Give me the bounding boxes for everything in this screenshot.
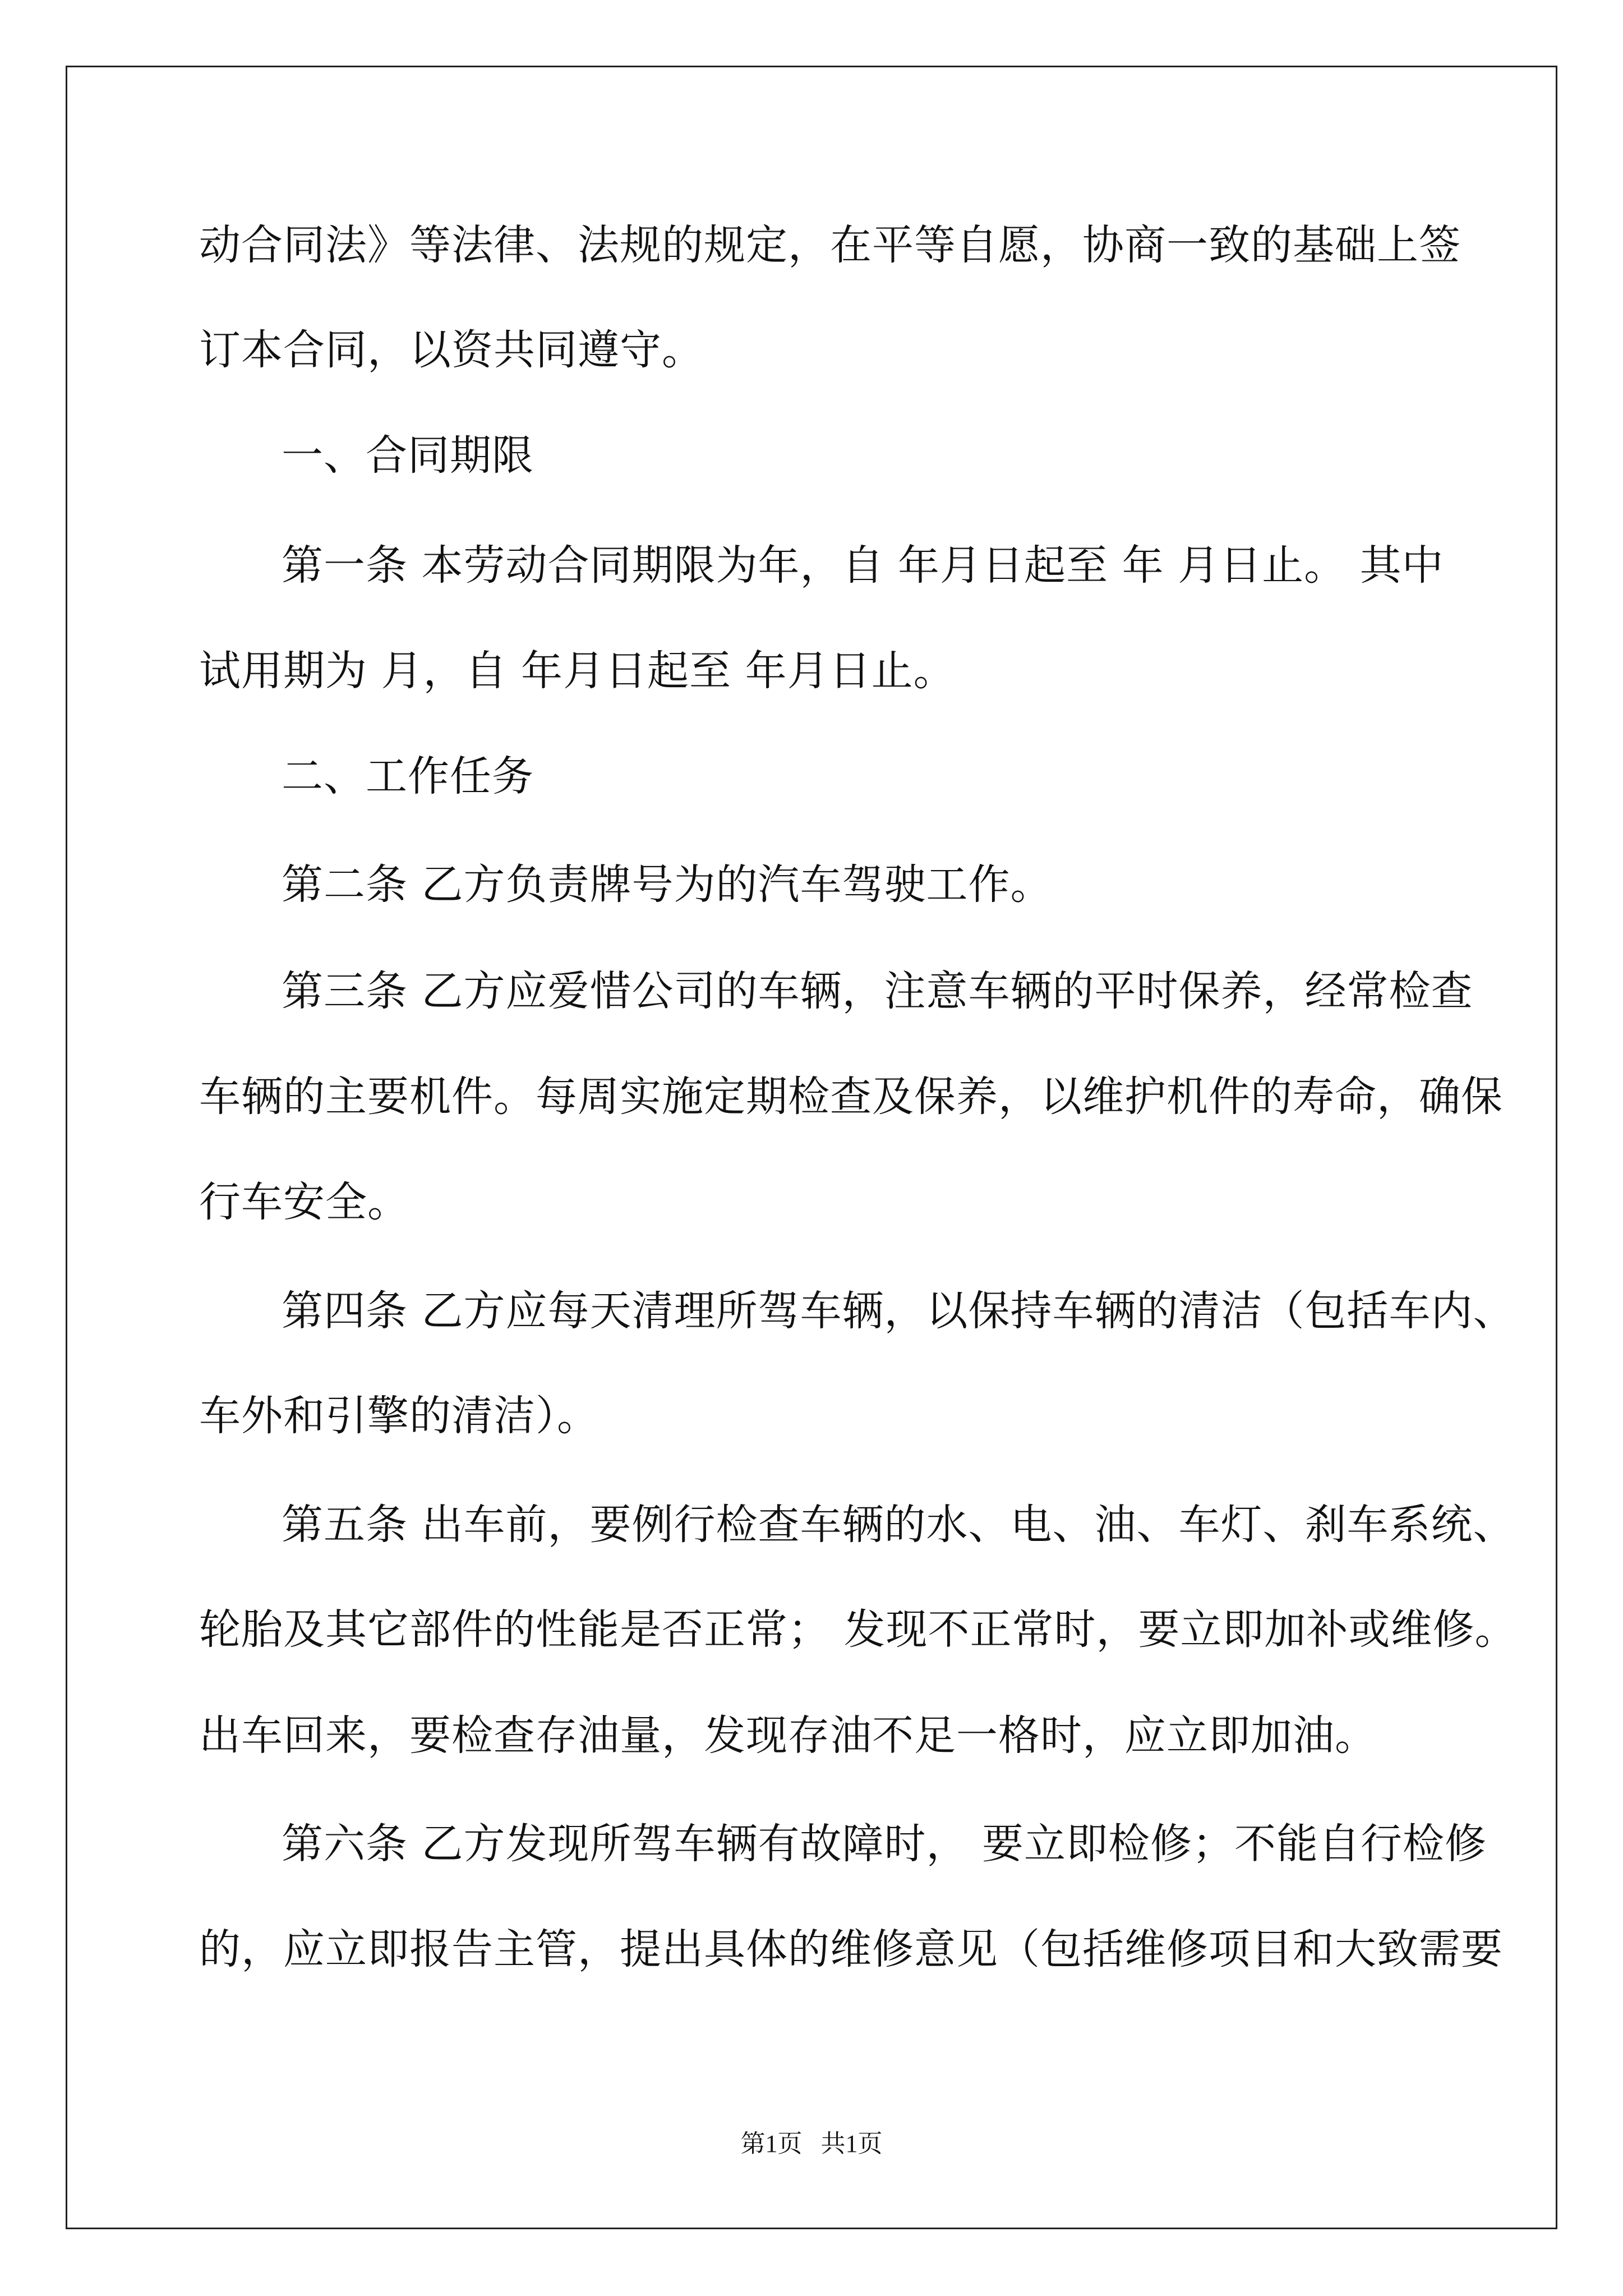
text-line: 车辆的主要机件。每周实施定期检查及保养，以维护机件的寿命，确保 — [199, 1073, 1503, 1121]
text-line: 试用期为 月，自 年月日起至 年月日止。 — [199, 647, 956, 695]
page-border — [66, 66, 1557, 2229]
text-line: 出车回来，要检查存油量，发现存油不足一格时，应立即加油。 — [199, 1711, 1377, 1760]
text-line: 动合同法》等法律、法规的规定，在平等自愿，协商一致的基础上签 — [199, 221, 1461, 269]
text-line: 第四条 乙方应每天清理所驾车辆，以保持车辆的清洁（包括车内、 — [282, 1287, 1515, 1335]
text-line: 第三条 乙方应爱惜公司的车辆，注意车辆的平时保养，经常检查 — [282, 967, 1473, 1015]
section-heading: 二、工作任务 — [282, 752, 534, 800]
text-line: 车外和引擎的清洁）。 — [199, 1392, 599, 1440]
text-line: 行车安全。 — [199, 1178, 409, 1226]
text-line: 订本合同，以资共同遵守。 — [199, 326, 704, 374]
text-line: 轮胎及其它部件的性能是否正常； 发现不正常时，要立即加补或维修。 — [199, 1605, 1517, 1654]
text-line: 第一条 本劳动合同期限为年，自 年月日起至 年 月日止。 其中 — [282, 541, 1444, 590]
text-line: 第五条 出车前，要例行检查车辆的水、电、油、车灯、刹车系统、 — [282, 1501, 1515, 1549]
text-line: 第六条 乙方发现所驾车辆有故障时， 要立即检修；不能自行检修 — [282, 1820, 1487, 1868]
page-number-footer: 第1页 共1页 — [740, 2130, 883, 2157]
text-line: 第二条 乙方负责牌号为的汽车驾驶工作。 — [282, 861, 1053, 909]
section-heading: 一、合同期限 — [282, 431, 534, 480]
text-line: 的，应立即报告主管，提出具体的维修意见（包括维修项目和大致需要 — [199, 1925, 1503, 1973]
